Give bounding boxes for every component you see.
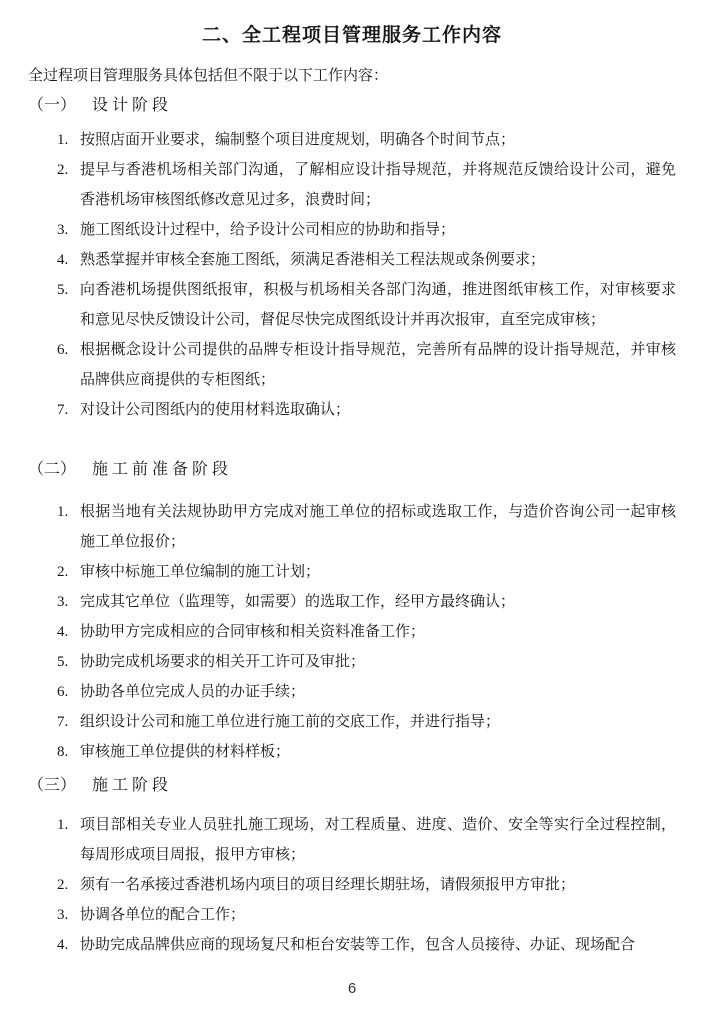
section-heading-pre-construction-phase: [28, 460, 704, 480]
list-item-number: 3.: [57, 907, 69, 923]
list-item: [57, 707, 676, 737]
list-item-text: 审核施工单位提供的材料样板；: [80, 744, 291, 760]
list-item-number: 3.: [57, 222, 69, 238]
section-label: （二）: [28, 461, 77, 478]
list-item-number: 2.: [57, 564, 69, 580]
list-item: [57, 870, 676, 900]
list-item-text: 按照店面开业要求，编制整个项目进度规划，明确各个时间节点；: [80, 132, 516, 148]
list-item: [57, 155, 676, 215]
list-item-text: 协助各单位完成人员的办证手续；: [80, 684, 306, 700]
list-item-number: 1.: [57, 504, 69, 520]
list-item: [57, 900, 676, 930]
list-item: [57, 245, 676, 275]
ordered-list-construction-phase: [57, 810, 676, 960]
list-item-number: 4.: [57, 937, 69, 953]
list-item-text: 组织设计公司和施工单位进行施工前的交底工作，并进行指导；: [80, 714, 501, 730]
list-item-text: 协助甲方完成相应的合同审核和相关资料准备工作；: [80, 624, 426, 640]
list-item: [57, 677, 676, 707]
list-item: [57, 557, 676, 587]
list-item-number: 5.: [57, 282, 69, 298]
section-heading-design-phase: [28, 96, 704, 116]
list-item: [57, 497, 676, 557]
list-item-number: 1.: [57, 132, 69, 148]
list-item-text: 熟悉掌握并审核全套施工图纸，须满足香港相关工程法规或条例要求；: [80, 252, 546, 268]
list-item: [57, 810, 676, 870]
list-item-number: 5.: [57, 654, 69, 670]
page-number: 6: [347, 980, 357, 997]
list-item-number: 6.: [57, 342, 69, 358]
list-item: [57, 737, 676, 767]
list-item-text: 协助完成机场要求的相关开工许可及审批；: [80, 654, 366, 670]
list-item: [57, 275, 676, 335]
page-title: 二、全工程项目管理服务工作内容: [201, 25, 502, 46]
list-item: [57, 930, 676, 960]
list-item: [57, 647, 676, 677]
list-item-number: 1.: [57, 817, 69, 833]
ordered-list-design-phase: [57, 125, 676, 425]
list-item-number: 6.: [57, 684, 69, 700]
list-item: [57, 125, 676, 155]
list-item-number: 3.: [57, 594, 69, 610]
list-item-text: 须有一名承接过香港机场内项目的项目经理长期驻场，请假须报甲方审批；: [80, 877, 576, 893]
list-item-text: 完成其它单位（监理等，如需要）的选取工作，经甲方最终确认；: [80, 594, 516, 610]
list-item-text: 根据概念设计公司提供的品牌专柜设计指导规范，完善所有品牌的设计指导规范，并审核品牌供应商提供的专柜图纸；: [80, 342, 676, 388]
section-heading-construction-phase: [28, 776, 704, 796]
list-item-number: 4.: [57, 252, 69, 268]
list-item-text: 根据当地有关法规协助甲方完成对施工单位的招标或选取工作，与造价咨询公司一起审核施工单位报价；: [80, 504, 676, 550]
list-item-number: 2.: [57, 877, 69, 893]
section-label: （三）: [28, 777, 77, 794]
ordered-list-pre-construction-phase: [57, 497, 676, 767]
list-item-number: 7.: [57, 402, 69, 418]
list-item-number: 4.: [57, 624, 69, 640]
list-item-number: 8.: [57, 744, 69, 760]
list-item-text: 施工图纸设计过程中，给予设计公司相应的协助和指导；: [80, 222, 456, 238]
list-item-text: 项目部相关专业人员驻扎施工现场，对工程质量、进度、造价、安全等实行全过程控制，每周形成项目周报，报甲方审核；: [80, 817, 676, 863]
section-title: 施工阶段: [92, 777, 173, 794]
list-item: [57, 395, 676, 425]
list-item: [57, 617, 676, 647]
list-item-text: 协调各单位的配合工作；: [80, 907, 246, 923]
list-item-text: 审核中标施工单位编制的施工计划；: [80, 564, 321, 580]
list-item-text: 向香港机场提供图纸报审，积极与机场相关各部门沟通，推进图纸审核工作，对审核要求和意见尽快反馈设计公司，督促尽快完成图纸设计并再次报审，直至完成审核；: [80, 282, 676, 328]
section-title: 设计阶段: [92, 97, 173, 114]
list-item-number: 2.: [57, 162, 69, 178]
list-item: [57, 215, 676, 245]
list-item-text: 协助完成品牌供应商的现场复尺和柜台安装等工作，包含人员接待、办证、现场配合: [80, 937, 636, 953]
list-item-text: 对设计公司图纸内的使用材料选取确认；: [80, 402, 351, 418]
section-title: 施工前准备阶段: [92, 461, 233, 478]
intro-paragraph: 全过程项目管理服务具体包括但不限于以下工作内容：: [28, 68, 389, 84]
list-item: [57, 335, 676, 395]
section-label: （一）: [28, 97, 77, 114]
list-item-text: 提早与香港机场相关部门沟通，了解相应设计指导规范，并将规范反馈给设计公司，避免香港机场审核图纸修改意见过多，浪费时间；: [80, 162, 676, 208]
list-item: [57, 587, 676, 617]
list-item-number: 7.: [57, 714, 69, 730]
